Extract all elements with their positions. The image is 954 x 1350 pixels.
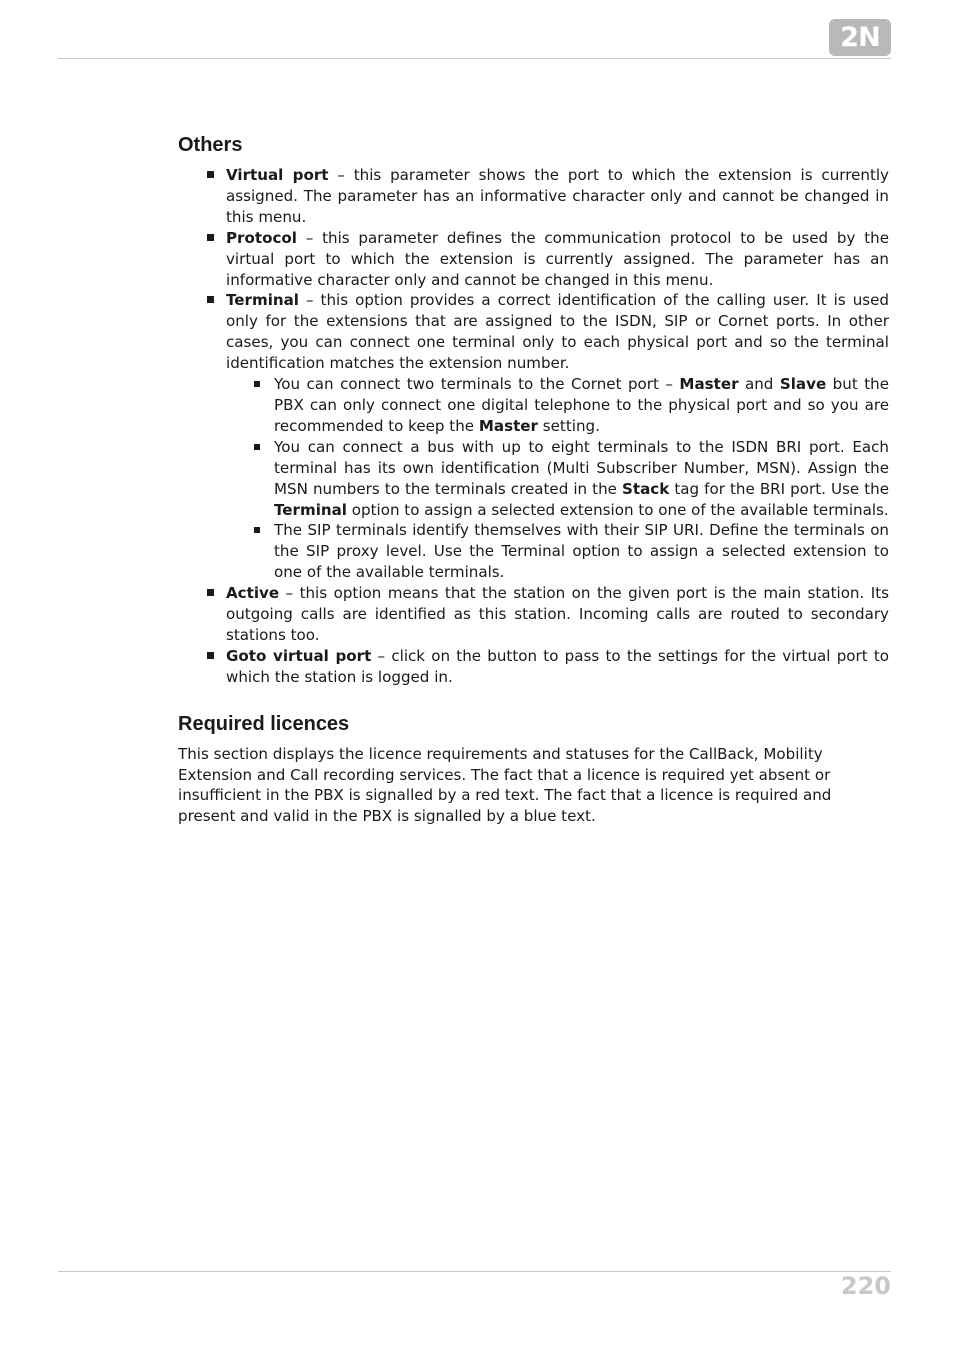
- desc-active: – this option means that the station on the given port is the main station. Its outgoing calls are identified as this station. Incoming calls are routed to secondary stations too.: [226, 584, 889, 644]
- square-bullet-icon: [254, 444, 260, 450]
- page-number: 220: [840, 1272, 891, 1300]
- sub-bold-stack: Stack: [622, 479, 670, 498]
- sub-text: and: [738, 375, 780, 394]
- sub-bold-master: Master: [679, 375, 739, 394]
- list-item-protocol: [226, 228, 889, 291]
- sub-text: tag for the BRI port. Use the: [669, 479, 889, 498]
- square-bullet-icon: [207, 296, 214, 303]
- desc-protocol: – this parameter defines the communication protocol to be used by the virtual port to which the extension is currently assigned. The parameter has an informative character only and cannot be changed in this menu.: [226, 228, 889, 289]
- footer-rule: [58, 1271, 891, 1272]
- section-heading-others: Others: [178, 134, 243, 156]
- 2n-logo: 2N: [829, 19, 891, 56]
- sublist-item-cornet: [274, 374, 889, 437]
- sublist-item-sip: [274, 520, 889, 583]
- square-bullet-icon: [254, 527, 260, 533]
- list-item-virtual-port: [226, 165, 889, 228]
- sub-bold-master: Master: [478, 416, 538, 435]
- term-terminal: Terminal: [226, 291, 299, 310]
- square-bullet-icon: [207, 652, 214, 659]
- list-item-goto-virtual-port: [226, 646, 889, 688]
- sub-text: but the PBX can only connect one digital telephone to the physical port and so you are recommended to keep the: [274, 375, 889, 435]
- square-bullet-icon: [207, 234, 214, 241]
- square-bullet-icon: [207, 171, 214, 178]
- section-heading-required-licences: Required licences: [178, 712, 350, 735]
- term-active: Active: [226, 584, 280, 603]
- terminal-sublist: [226, 374, 889, 583]
- others-list: [178, 165, 889, 688]
- sub-text: option to assign a selected extension to one of the available terminals.: [346, 500, 889, 519]
- square-bullet-icon: [207, 589, 214, 596]
- term-goto-virtual-port: Goto virtual port: [226, 646, 372, 665]
- sub-text: You can connect a bus with up to eight terminals to the ISDN BRI port. Each terminal has its own identification (Multi Subscriber Number, MSN). Assign the MSN numbers to the terminals created in the: [274, 437, 889, 498]
- sub-text: The SIP terminals identify themselves with their SIP URI. Define the terminals on the SIP proxy level. Use the Terminal option to assign a selected extension to one of the available terminals.: [274, 521, 889, 582]
- square-bullet-icon: [254, 381, 260, 387]
- list-item-terminal: [226, 290, 889, 583]
- sub-bold-terminal: Terminal: [274, 500, 347, 519]
- licences-paragraph: This section displays the licence requirements and statuses for the CallBack, Mobility Extension and Call recording services. The fact that a licence is required yet absent or insufficient in the PBX is signalled by a red text. The fact that a licence is required and present and valid in the PBX is signalled by a blue text.: [178, 744, 832, 826]
- header-rule: [58, 58, 891, 59]
- desc-terminal: – this option provides a correct identification of the calling user. It is used only for the extensions that are assigned to the ISDN, SIP or Cornet ports. In other cases, you can connect one terminal only to each physical port and so the terminal identification matches the extension number.: [226, 291, 889, 373]
- sub-text: You can connect two terminals to the Cornet port –: [274, 375, 680, 394]
- desc-goto-virtual-port: – click on the button to pass to the settings for the virtual port to which the station is logged in.: [226, 646, 890, 686]
- sub-bold-slave: Slave: [779, 375, 827, 394]
- term-virtual-port: Virtual port: [226, 166, 329, 184]
- sublist-item-isdn: [274, 437, 889, 521]
- sub-text: setting.: [537, 416, 600, 435]
- desc-virtual-port: – this parameter shows the port to which the extension is currently assigned. The parameter has an informative character only and cannot be changed in this menu.: [226, 166, 889, 226]
- list-item-active: [226, 583, 889, 646]
- page-content: [178, 133, 889, 827]
- term-protocol: Protocol: [226, 228, 297, 247]
